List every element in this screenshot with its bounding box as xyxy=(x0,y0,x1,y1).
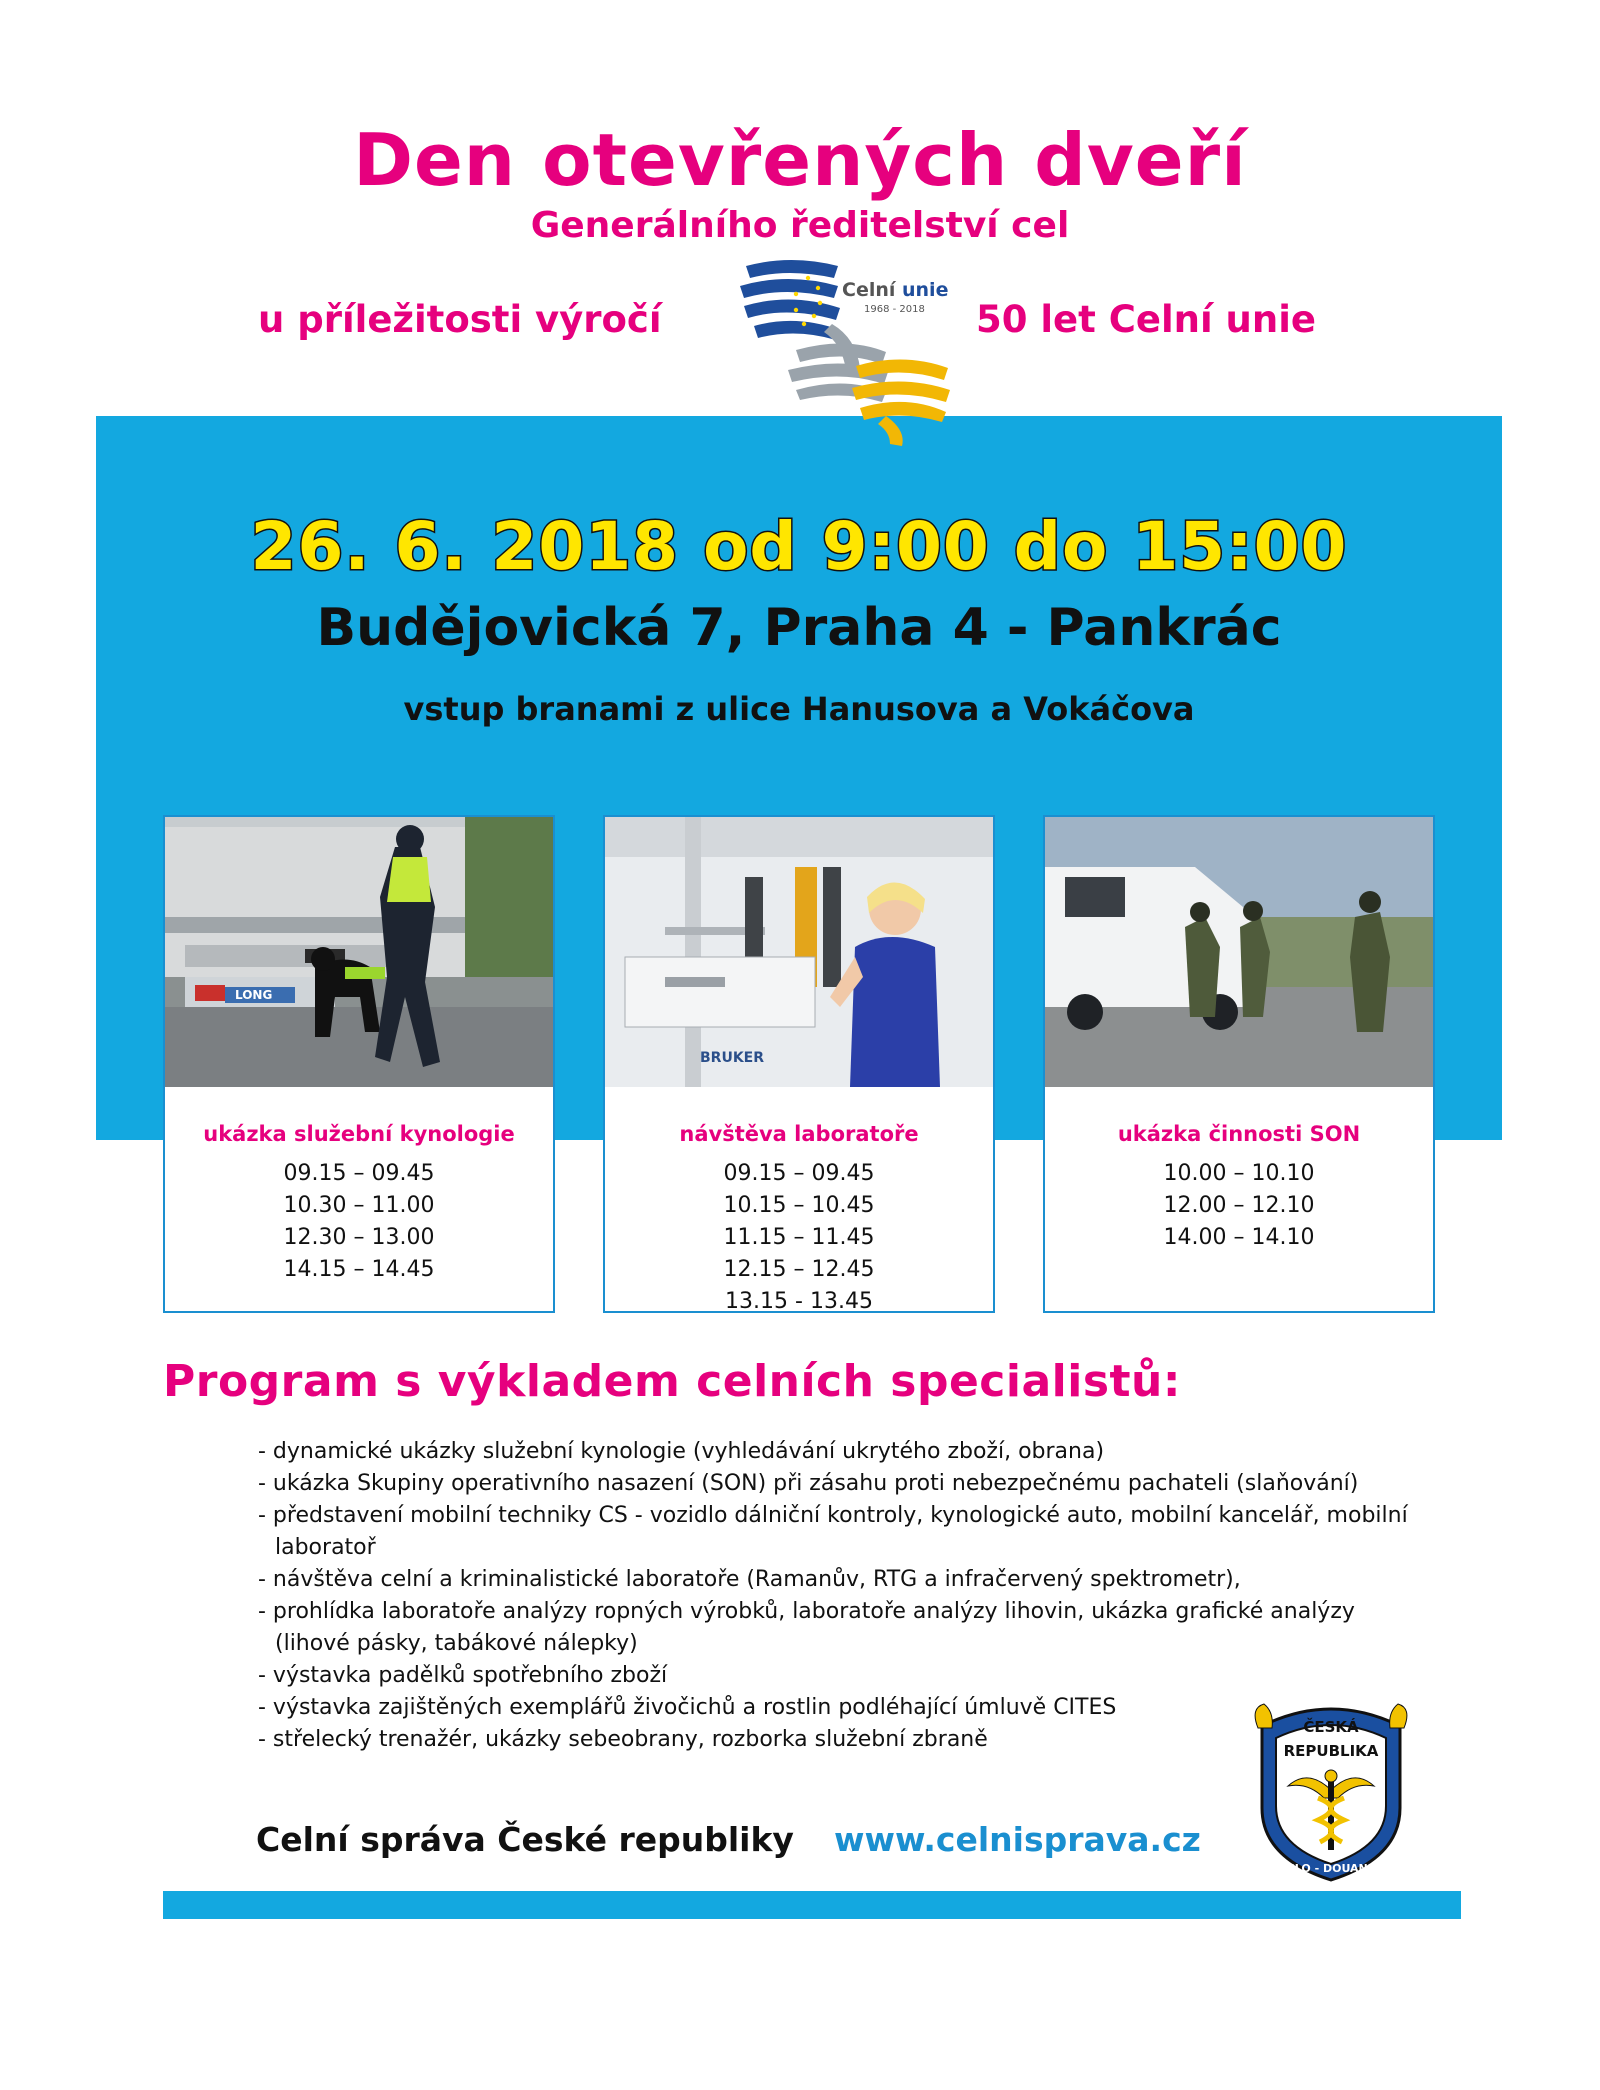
program-item: - střelecký trenažér, ukázky sebeobrany, rozborka služební zbraně xyxy=(258,1727,988,1752)
footer-url-link[interactable]: www.celnisprava.cz xyxy=(834,1820,1201,1859)
customs-union-logo xyxy=(736,248,958,448)
photo-text-long: LONG xyxy=(235,988,273,1002)
photo-dog-handler-image xyxy=(165,817,553,1087)
photo-son-unit xyxy=(1045,817,1433,1087)
time-list xyxy=(605,1158,993,1318)
occasion-text-right: 50 let Celní unie xyxy=(976,298,1317,341)
emblem-bottom-text: CLO - DOUANE xyxy=(1286,1862,1376,1875)
program-item: - návštěva celní a kriminalistické laboratoře (Ramanův, RTG a infračervený spektrometr), xyxy=(258,1567,1241,1592)
time-slot: 12.00 – 12.10 xyxy=(1163,1193,1315,1218)
svg-text:Celní unie xyxy=(842,279,948,301)
occasion-text-left: u příležitosti výročí xyxy=(258,298,662,341)
event-address: Budějovická 7, Praha 4 - Pankrác xyxy=(316,598,1282,658)
time-slot: 13.15 - 13.45 xyxy=(725,1289,873,1314)
time-slot: 09.15 – 09.45 xyxy=(723,1161,875,1186)
program-heading: Program s výkladem celních specialistů: xyxy=(163,1356,1181,1407)
photo-text-bruker: BRUKER xyxy=(700,1050,765,1066)
emblem-middle-text: REPUBLIKA xyxy=(1283,1742,1379,1760)
photo-son-unit-image xyxy=(1045,817,1433,1087)
time-slot: 12.15 – 12.45 xyxy=(723,1257,875,1282)
time-slot: 14.00 – 14.10 xyxy=(1163,1225,1315,1250)
logo-years: 1968 - 2018 xyxy=(864,304,925,315)
event-entry-note: vstup branami z ulice Hanusova a Vokáčova xyxy=(403,690,1195,728)
time-slot: 14.15 – 14.45 xyxy=(283,1257,435,1282)
customs-emblem xyxy=(1248,1698,1414,1884)
program-item: - ukázka Skupiny operativního nasazení (SON) při zásahu proti nebezpečnému pachateli (slaňování) xyxy=(258,1471,1359,1496)
time-slot: 11.15 – 11.45 xyxy=(723,1225,875,1250)
program-item: - představení mobilní techniky CS - vozidlo dálniční kontroly, kynologické auto, mobilní kancelář, mobilní laboratoř xyxy=(258,1503,1408,1560)
time-slot: 12.30 – 13.00 xyxy=(283,1225,435,1250)
time-list xyxy=(165,1158,553,1286)
card-laboratory xyxy=(603,815,995,1313)
photo-dog-handler xyxy=(165,817,553,1087)
logo-name-part2: unie xyxy=(902,279,949,301)
logo-name-part1: Celní xyxy=(842,279,902,301)
footer-organization: Celní správa České republiky xyxy=(256,1820,794,1859)
page-title: Den otevřených dveří xyxy=(353,118,1247,202)
time-slot: 10.30 – 11.00 xyxy=(283,1193,435,1218)
photo-laboratory xyxy=(605,817,993,1087)
card-son-unit xyxy=(1043,815,1435,1313)
time-slot: 10.00 – 10.10 xyxy=(1163,1161,1315,1186)
card-caption: ukázka služební kynologie xyxy=(203,1122,515,1146)
page-subtitle: Generálního ředitelství cel xyxy=(530,205,1070,246)
program-item: - výstavka padělků spotřebního zboží xyxy=(258,1663,668,1688)
program-item: - výstavka zajištěných exemplářů živočichů a rostlin podléhající úmluvě CITES xyxy=(258,1695,1117,1720)
emblem-top-text: ČESKÁ xyxy=(1303,1718,1359,1736)
time-slot: 10.15 – 10.45 xyxy=(723,1193,875,1218)
photo-laboratory-image xyxy=(605,817,993,1087)
card-caption: návštěva laboratoře xyxy=(679,1122,919,1146)
card-caption: ukázka činnosti SON xyxy=(1117,1122,1361,1146)
program-item: - dynamické ukázky služební kynologie (vyhledávání ukrytého zboží, obrana) xyxy=(258,1439,1105,1464)
program-item: - prohlídka laboratoře analýzy ropných výrobků, laboratoře analýzy lihovin, ukázka grafické analýzy (lihové pásky, tabákové nálepky) xyxy=(258,1599,1355,1656)
footer-bar xyxy=(163,1891,1461,1919)
time-list xyxy=(1045,1158,1433,1254)
card-dog-handling xyxy=(163,815,555,1313)
customs-union-logo-icon xyxy=(736,248,958,448)
customs-emblem-icon xyxy=(1248,1698,1414,1884)
event-date-time: 26. 6. 2018 od 9:00 do 15:00 xyxy=(250,508,1348,585)
time-slot: 09.15 – 09.45 xyxy=(283,1161,435,1186)
